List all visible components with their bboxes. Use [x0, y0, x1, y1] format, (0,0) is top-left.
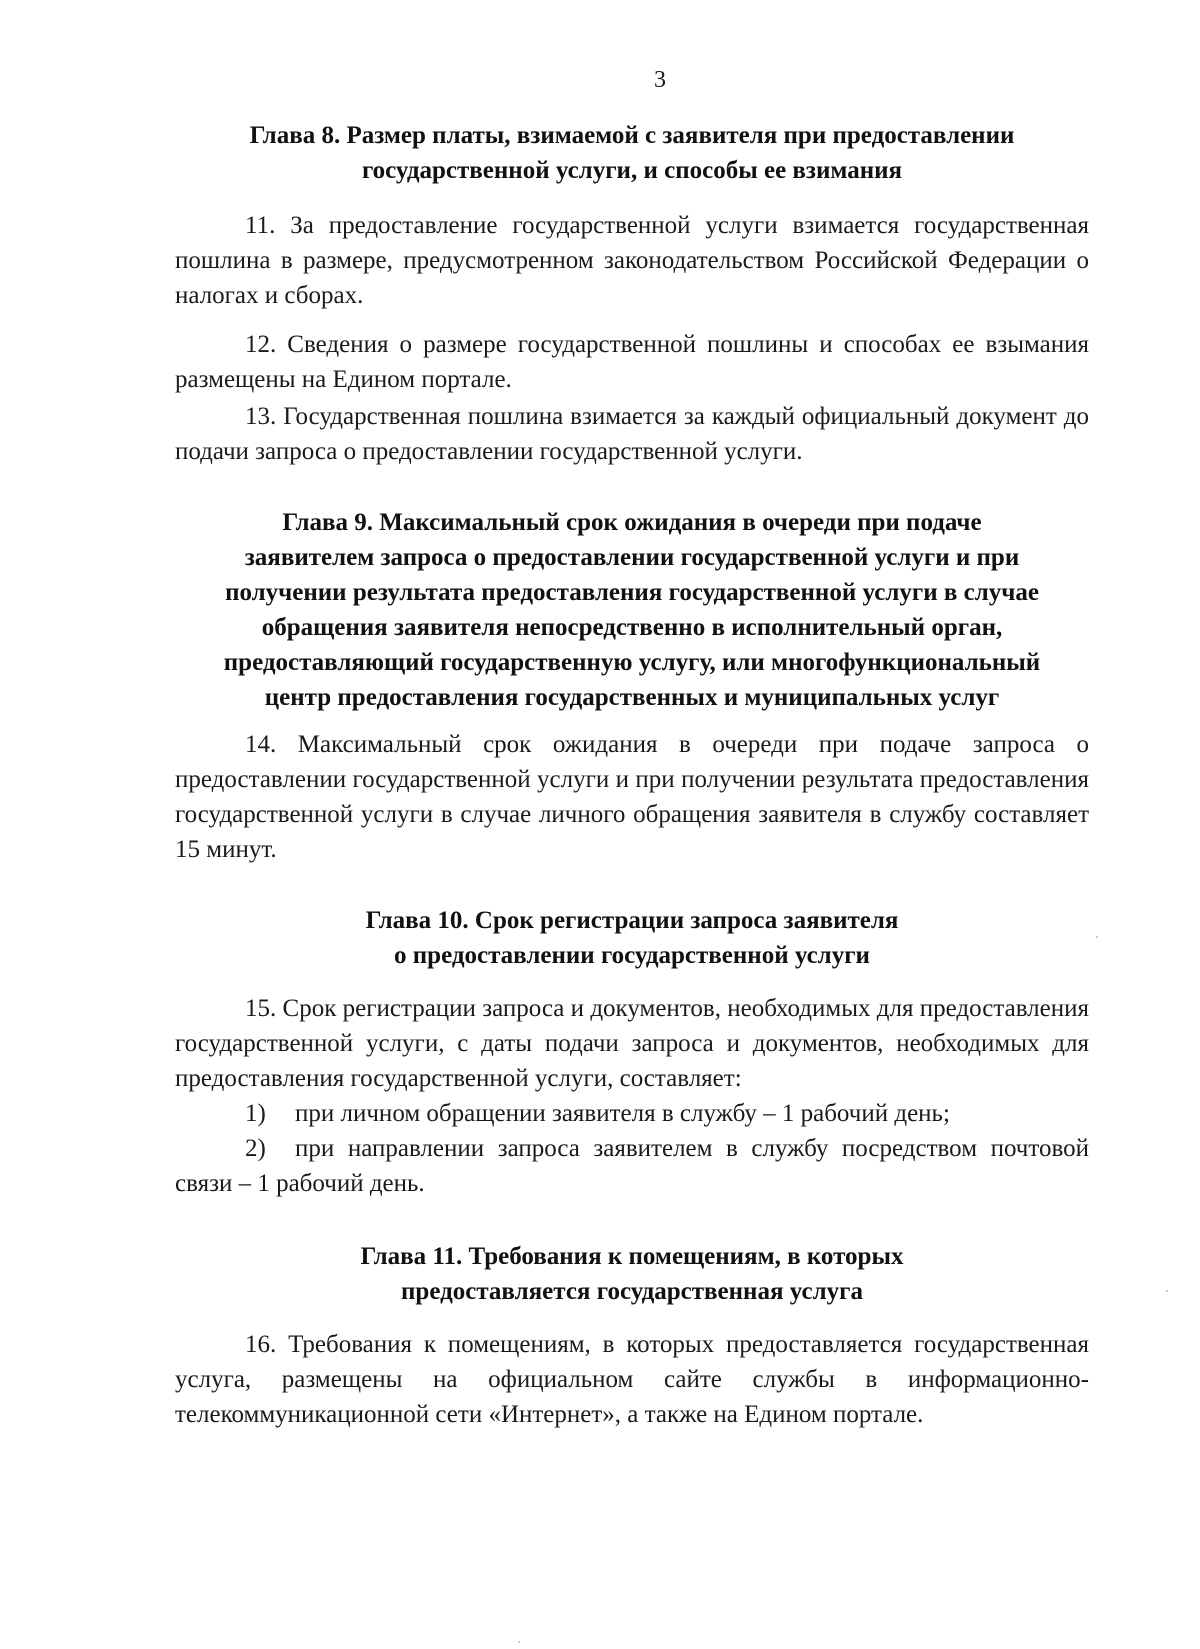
chapter-8-heading-line-2: государственной услуги, и способы ее взимания [361, 157, 903, 184]
scan-speck [1166, 1290, 1168, 1292]
chapter-9-heading-line-4: обращения заявителя непосредственно в исполнительный орган, [261, 614, 1003, 641]
chapter-8-heading-line-1: Глава 8. Размер платы, взимаемой с заявителя при предоставлении [249, 122, 1015, 149]
chapter-11-heading [175, 1239, 1089, 1309]
chapter-9-heading [175, 505, 1089, 715]
paragraph-11: 11. За предоставление государственной услуги взимается государственная пошлина в размере, предусмотренном законодательством Российской Федерации о налогах и сборах. [175, 212, 1089, 309]
chapter-9-heading-line-2: заявителем запроса о предоставлении государственной услуги и при [244, 544, 1020, 571]
list-item-2-number: 2) [245, 1135, 266, 1162]
scan-speck [1096, 936, 1098, 938]
chapter-10-heading [175, 903, 1089, 973]
chapter-10-heading-line-1: Глава 10. Срок регистрации запроса заявителя [365, 907, 899, 934]
list-item-1-number: 1) [245, 1100, 266, 1127]
chapter-9-heading-line-5: предоставляющий государственную услугу, или многофункциональный [223, 649, 1041, 676]
paragraph-15: 15. Срок регистрации запроса и документов, необходимых для предоставления государственной услуги, с даты подачи запроса и документов, необходимых для предоставления государственной услуги, составляет: [175, 995, 1089, 1092]
chapter-9-heading-line-3: получении результата предоставления государственной услуги в случае [225, 579, 1039, 606]
chapter-11 [175, 1239, 1089, 1432]
page-number: 3 [654, 67, 666, 93]
chapter-8 [175, 118, 1089, 469]
chapter-9 [175, 505, 1089, 867]
paragraph-14: 14. Максимальный срок ожидания в очереди при подаче запроса о предоставлении государственной услуги и при получении результата предоставления государственной услуги в случае личного обращения заявителя в службу составляет 15 минут. [175, 731, 1089, 863]
document-body [175, 118, 1089, 1432]
list-item-2-text: при направлении запроса заявителем в службу посредством почтовой связи – 1 рабочий день. [175, 1135, 1089, 1197]
chapter-11-heading-line-1: Глава 11. Требования к помещениям, в которых [360, 1243, 904, 1270]
list-item-1-text: при личном обращении заявителя в службу – 1 рабочий день; [295, 1100, 950, 1127]
scan-speck [518, 1641, 520, 1643]
paragraph-13: 13. Государственная пошлина взимается за каждый официальный документ до подачи запроса о предоставлении государственной услуги. [175, 403, 1089, 465]
chapter-10-heading-line-2: о предоставлении государственной услуги [394, 942, 870, 969]
chapter-9-heading-line-1: Глава 9. Максимальный срок ожидания в очереди при подаче [282, 509, 982, 536]
paragraph-16: 16. Требования к помещениям, в которых предоставляется государственная услуга, размещены на официальном сайте службы в информационно-телекоммуникационной сети «Интернет», а также на Едином портале. [175, 1331, 1089, 1428]
chapter-9-heading-line-6: центр предоставления государственных и муниципальных услуг [264, 684, 1000, 711]
chapter-10 [175, 903, 1089, 1201]
chapter-11-heading-line-2: предоставляется государственная услуга [401, 1278, 863, 1305]
paragraph-12: 12. Сведения о размере государственной пошлины и способах ее взымания размещены на Едином портале. [175, 331, 1089, 393]
list-item-2 [175, 1131, 1089, 1201]
chapter-8-heading [175, 118, 1089, 188]
list-item-1 [175, 1096, 1089, 1131]
